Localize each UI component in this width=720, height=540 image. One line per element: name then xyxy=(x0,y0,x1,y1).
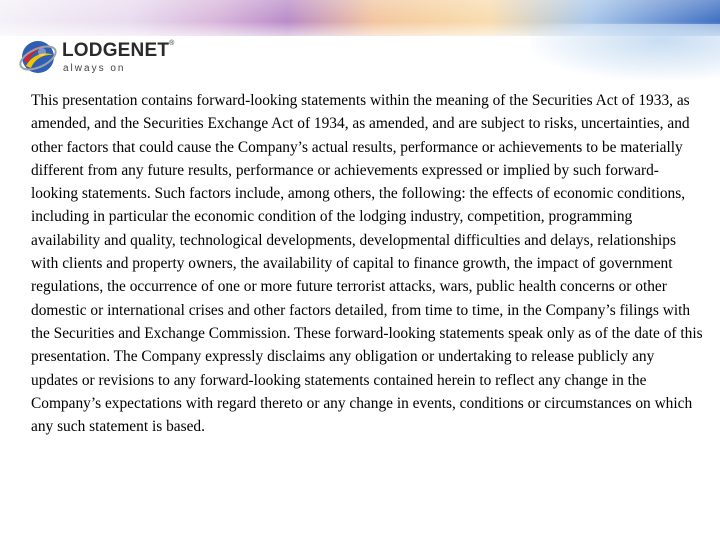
lodgenet-logo xyxy=(18,36,178,80)
trademark-symbol: ® xyxy=(169,40,175,47)
lodgenet-globe-icon xyxy=(18,37,58,77)
forward-looking-statement-paragraph: This presentation contains forward-looking statements within the meaning of the Securities Act of 1933, as amended, and the Securities Exchange Act of 1934, as amended, and are subject to risks, uncertainties, and other factors that could cause the Company’s actual results, performance or achievements to be materially different from any future results, performance or achievements expressed or implied by such forward-looking statements. Such factors include, among others, the following: the effects of economic conditions, including in particular the economic condition of the lodging industry, competition, programming availability and quality, technological developments, developmental difficulties and delays, relationships with clients and property owners, the availability of capital to finance growth, the impact of government regulations, the occurrence of one or more future terrorist attacks, wars, public health concerns or other domestic or international crises and other factors detailed, from time to time, in the Company’s filings with the Securities and Exchange Commission. These forward-looking statements speak only as of the date of this presentation. The Company expressly disclaims any obligation or undertaking to release publicly any updates or revisions to any forward-looking statements contained herein to reflect any change in the Company’s expectations with regard thereto or any change in events, conditions or circumstances on which any such statement is based. xyxy=(31,92,703,436)
logo-name-text: LODGENET xyxy=(62,40,170,61)
logo-tagline: always on xyxy=(63,63,126,74)
decorative-swoosh xyxy=(530,24,720,80)
logo-wordmark xyxy=(62,40,175,62)
